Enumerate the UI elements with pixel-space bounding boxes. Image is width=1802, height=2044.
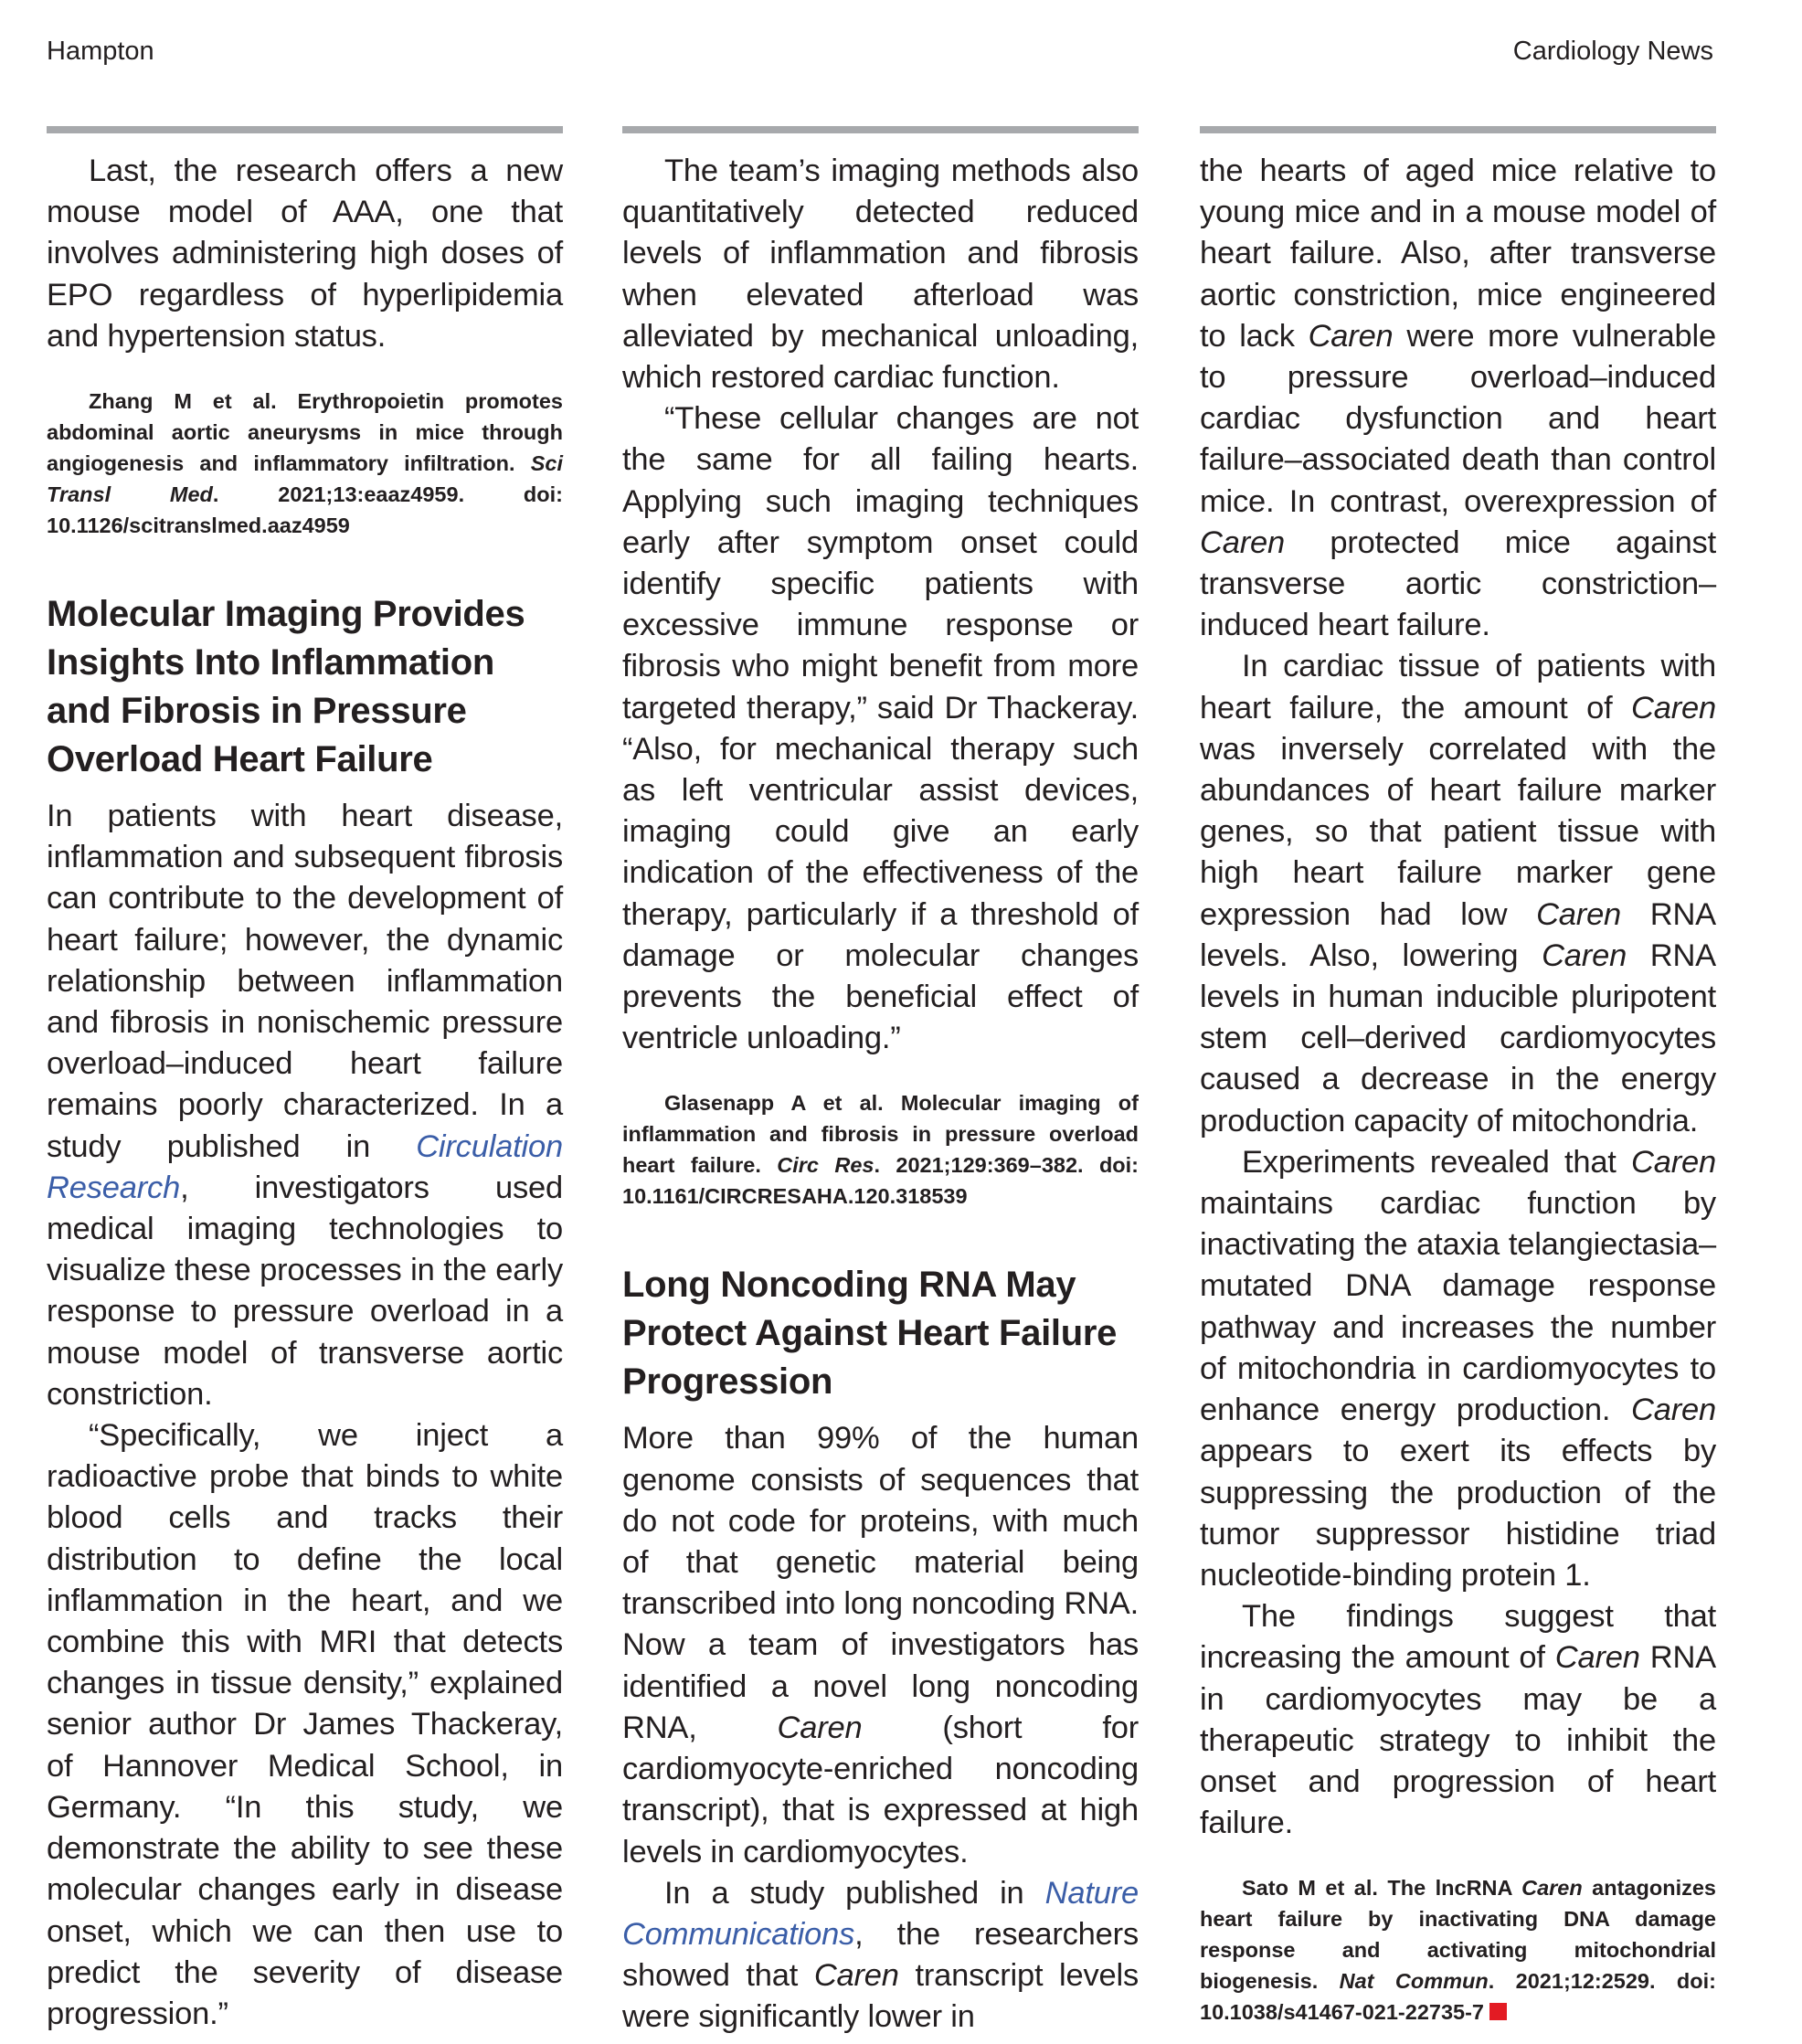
paragraph: “Specifically, we inject a radioactive probe that binds to white blood cells and tracks their distribution to define the local inflammation in the heart, and we combine this with MRI that detects changes in tissue density,” explained senior author Dr James Thackeray, of Hannover Medical School, in Germany. “In this study, we demonstrate the ability to see these molecular changes early in disease onset, which we can then use to predict the severity of disease progression.” xyxy=(47,1418,563,2031)
reference-text: Glasenapp A et al. Molecular imaging of inflammation and fibrosis in pressure overload heart failure. xyxy=(622,1091,1139,1178)
text: RNA levels. Also, lowering xyxy=(1200,896,1716,973)
text: In patients with heart disease, inflammation and subsequent fibrosis can contribute to the development of heart failure; however, the dynamic relationship between inflammation and fibrosis in nonischemic pressure overload–induced heart failure remains poorly characterized. In a study published in xyxy=(47,799,563,1164)
article-heading: Long Noncoding RNA May Protect Against Heart Failure Progression xyxy=(622,1265,1118,1403)
reference-text: . 2021;13:eaaz4959. doi: 10.1126/scitranslmed.aaz4959 xyxy=(47,482,563,538)
gene-name: Caren xyxy=(1308,318,1394,354)
text: were more vulnerable to pressure overload–induced cardiac dysfunction and heart failure–associated death than control mice. In contrast, overexpression of xyxy=(1200,318,1716,519)
column-rule xyxy=(47,126,563,133)
text: RNA in cardiomyocytes may be a therapeutic strategy to inhibit the onset and progression of heart failure. xyxy=(1200,1640,1716,1841)
column-rule xyxy=(622,126,1139,133)
gene-name: Caren xyxy=(1521,1876,1583,1901)
reference-journal: Circ Res xyxy=(777,1153,874,1178)
column-2 xyxy=(622,151,1139,2039)
text: Experiments revealed that xyxy=(1242,1144,1632,1180)
text: More than 99% of the human genome consists of sequences that do not code for proteins, with much of that genetic material being transcribed into long noncoding RNA. Now a team of investigators has identified a novel long noncoding RNA, xyxy=(622,1421,1139,1745)
reference xyxy=(622,1087,1139,1212)
text: was inversely correlated with the abundances of heart failure marker genes, so that patient tissue with high heart failure marker gene expression had low xyxy=(1200,731,1716,932)
paragraph xyxy=(622,1418,1139,1872)
text: transcript levels were significantly lower in xyxy=(622,1958,1140,2035)
running-head-author: Hampton xyxy=(47,37,154,66)
gene-name: Caren xyxy=(1631,1144,1716,1180)
text: , the researchers showed that xyxy=(622,1916,1139,1994)
text: In a study published in xyxy=(664,1875,1045,1911)
running-head-section: Cardiology News xyxy=(1512,37,1713,66)
paragraph xyxy=(1200,1596,1716,1844)
text: protected mice against transverse aortic constriction–induced heart failure. xyxy=(1200,524,1716,643)
gene-name: Caren xyxy=(1200,524,1285,560)
paragraph xyxy=(47,796,563,1415)
reference-text: . 2021;12:2529. doi: 10.1038/s41467-021-22735-7 xyxy=(1200,1969,1716,2025)
reference-text: . 2021;129:369–382. doi: 10.1161/CIRCRESAHA.120.318539 xyxy=(622,1153,1140,1209)
reference-journal: Sci Transl Med xyxy=(47,451,563,507)
paragraph: “These cellular changes are not the same for all failing hearts. Applying such imaging techniques early after symptom onset could identify specific patients with excessive immune response or fibrosis who might benefit from more targeted therapy,” said Dr Thackeray. “Also, for mechanical therapy such as left ventricular assist devices, imaging could give an early indication of the effectiveness of the therapy, particularly if a threshold of damage or molecular changes prevents the beneficial effect of ventricle unloading.” xyxy=(622,401,1139,1056)
end-of-article-mark xyxy=(1489,2003,1507,2020)
reference-text: Zhang M et al. Erythropoietin promotes abdominal aortic aneurysms in mice through angiogenesis and inflammatory infiltration. xyxy=(47,389,563,476)
paragraph: The team’s imaging methods also quantitatively detected reduced levels of inflammation and fibrosis when elevated afterload was alleviated by mechanical unloading, which restored cardiac function. xyxy=(622,154,1139,396)
journal-link[interactable]: Nature Communications xyxy=(622,1875,1139,1952)
reference-journal: Nat Commun xyxy=(1339,1969,1489,1994)
reference xyxy=(47,386,563,541)
paragraph: Last, the research offers a new mouse model of AAA, one that involves administering high doses of EPO regardless of hyperlipidemia and hypertension status. xyxy=(47,154,563,354)
gene-name: Caren xyxy=(1536,896,1622,932)
gene-name: Caren xyxy=(777,1710,863,1745)
paragraph xyxy=(1200,646,1716,1141)
column-3 xyxy=(1200,151,1716,2028)
text: In cardiac tissue of patients with heart failure, the amount of xyxy=(1200,649,1716,725)
column-1 xyxy=(47,151,563,2035)
text: , investigators used medical imaging technologies to visualize these processes in the early response to pressure overload in a mouse model of transverse aortic constriction. xyxy=(47,1170,563,1412)
journal-link[interactable]: Circulation Research xyxy=(47,1128,563,1205)
text: appears to exert its effects by suppressing the production of the tumor suppressor histidine triad nucleotide-binding protein 1. xyxy=(1200,1434,1716,1593)
text: the hearts of aged mice relative to young mice and in a mouse model of heart failure. Also, after transverse aortic constriction, mice engineered to lack xyxy=(1200,154,1716,354)
text: The findings suggest that increasing the amount of xyxy=(1200,1599,1716,1676)
column-rule xyxy=(1200,126,1716,133)
paragraph xyxy=(1200,1142,1716,1596)
article-heading: Molecular Imaging Provides Insights Into Inflammation and Fibrosis in Pressure Overload Heart Failure xyxy=(47,594,525,780)
reference-text: Sato M et al. The lncRNA xyxy=(1242,1876,1522,1901)
reference xyxy=(1200,1872,1716,2028)
gene-name: Caren xyxy=(813,1958,899,1994)
text: maintains cardiac function by inactivating the ataxia telangiectasia–mutated DNA damage response pathway and increases the number of mitochondria in cardiomyocytes to enhance energy production. xyxy=(1200,1186,1716,1428)
reference-text: antagonizes heart failure by inactivating DNA damage response and activating mitochondrial biogenesis. xyxy=(1200,1876,1716,1994)
text: RNA levels in human inducible pluripotent stem cell–derived cardiomyocytes caused a decrease in the energy production capacity of mitochondria. xyxy=(1200,937,1716,1138)
gene-name: Caren xyxy=(1542,937,1627,973)
gene-name: Caren xyxy=(1554,1640,1640,1676)
gene-name: Caren xyxy=(1631,1393,1716,1428)
text: (short for cardiomyocyte-enriched noncoding transcript), that is expressed at high levels in cardiomyocytes. xyxy=(622,1710,1139,1869)
paragraph xyxy=(1200,151,1716,646)
gene-name: Caren xyxy=(1631,690,1716,725)
paragraph xyxy=(622,1873,1139,2039)
